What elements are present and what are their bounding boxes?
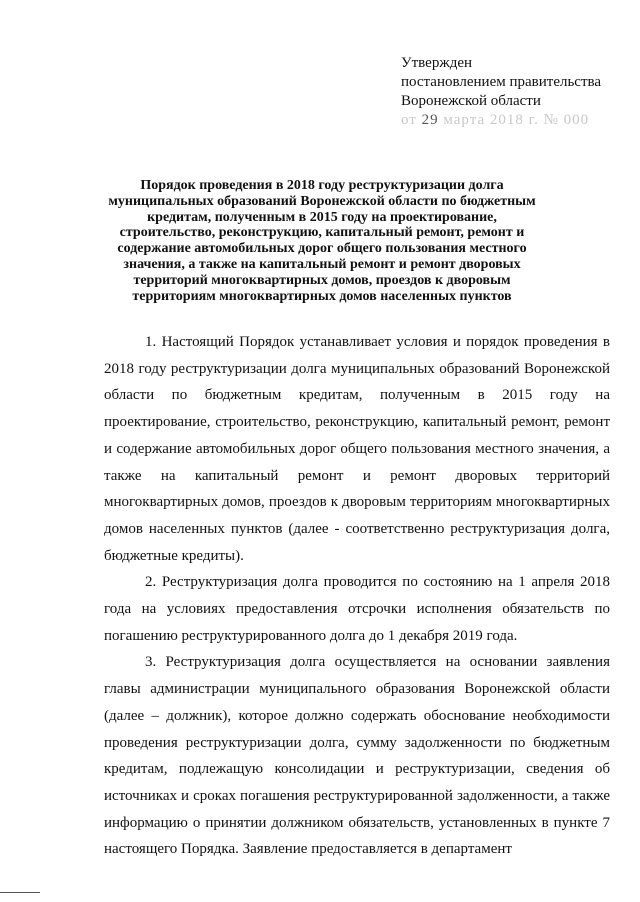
approval-line-region: Воронежской области [401, 93, 541, 109]
document-title: Порядок проведения в 2018 году реструктуризации долга муниципальных образований Воронежской области по бюджетным кредитам, полученным в 2015 году на проектирование, строительство, реконструкцию, капитальный ремонт, ремонт и содержание автомобильных дорог общего пользования местного значения, а также на капитальный ремонт и ремонт дворовых территорий многоквартирных домов, проездов к дворовым территориям многоквартирных домов населенных пунктов [108, 178, 536, 304]
paragraph-2: 2. Реструктуризация долга проводится по состоянию на 1 апреля 2018 года на условиях предоставления отсрочки исполнения обязательств по погашению реструктурированного долга до 1 декабря 2019 года. [104, 574, 610, 644]
paragraph-1: 1. Настоящий Порядок устанавливает условия и порядок проведения в 2018 году реструктуризации долга муниципальных образований Воронежской области по бюджетным кредитам, полученным в 2015 году на проектирование, строительство, реконструкцию, капитальный ремонт, ремонт и содержание автомобильных дорог общего пользования местного значения, а также на капитальный ремонт и ремонт дворовых территорий многоквартирных домов, проездов к дворовым территориям многоквартирных домов населенных пунктов (далее - соответственно реструктуризация долга, бюджетные кредиты). [104, 334, 610, 564]
approval-line-resolution: постановлением правительства [401, 74, 602, 90]
approval-date-day: 29 [421, 112, 439, 128]
approval-stamp [401, 54, 633, 130]
approval-date-prefix: от [401, 112, 417, 128]
paragraph-3: 3. Реструктуризация долга осуществляется на основании заявления главы администрации муниципального образования Воронежской области (далее – должник), которое должно содержать обоснование необходимости проведения реструктуризации долга, сумму задолженности по бюджетным кредитам, подлежащую консолидации и реструктуризации, сведения об источниках и сроках погашения реструктурированной задолженности, а также информацию о принятии должником обязательств, установленных в пункте 7 настоящего Порядка. Заявление предоставляется в департамент [104, 654, 610, 858]
approval-date-rest: марта 2018 г. № 000 [443, 112, 590, 128]
approval-date [401, 111, 633, 130]
footer-divider [0, 892, 40, 893]
approval-line-approved: Утвержден [401, 55, 473, 71]
document-body [104, 329, 610, 863]
